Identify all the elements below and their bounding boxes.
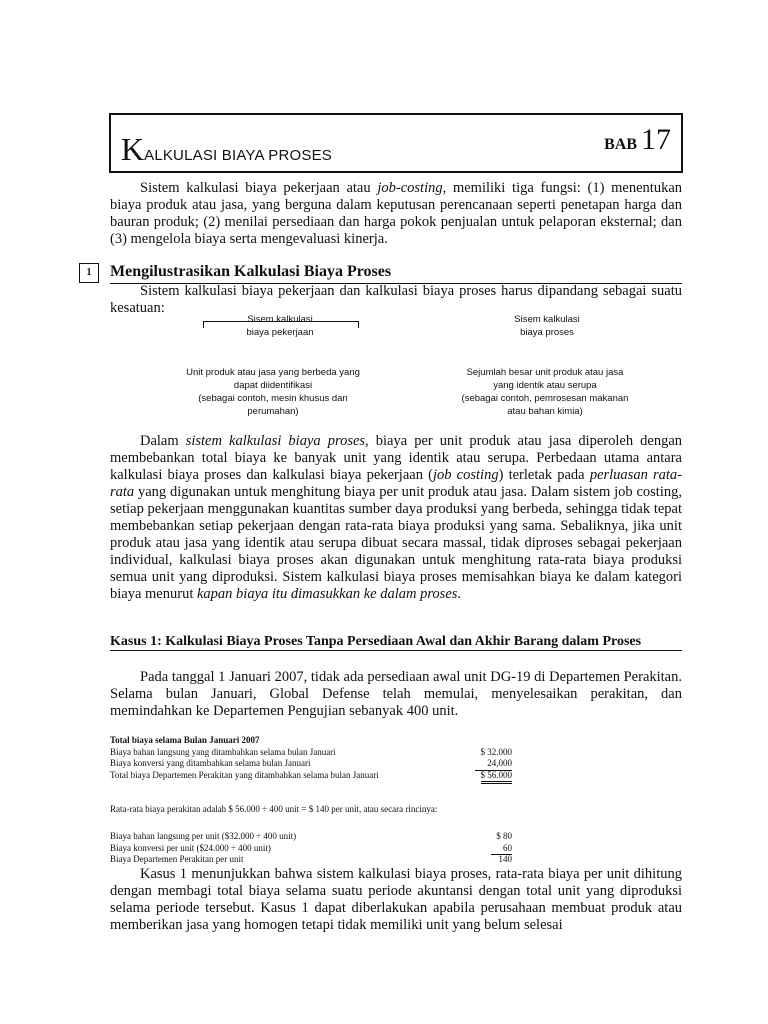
process-costing-paragraph: [110, 433, 682, 603]
cost-table-title: Total biaya selama Bulan Januari 2007: [110, 735, 260, 745]
chapter-title-rest: ALKULASI BIAYA PROSES: [144, 147, 333, 164]
table-row-amount: $ 56.000: [481, 770, 513, 785]
para2-italic-d: kapan biaya itu dimasukkan ke dalam proses: [196, 586, 458, 602]
diagram-left-desc-line: Unit produk atau jasa yang berbeda yang: [186, 367, 360, 378]
section-heading: Mengilustrasikan Kalkulasi Biaya Proses: [110, 262, 682, 284]
table-row-label: Biaya konversi yang ditambahkan selama bulan Januari: [110, 758, 311, 768]
average-cost-note: Rata-rata biaya perakitan adalah $ 56.000 ÷ 400 unit = $ 140 per unit, atau secara rincinya:: [110, 804, 438, 814]
para2-text-e: .: [457, 586, 462, 602]
diagram-right-desc-line: Sejumlah besar unit produk atau jasa: [466, 367, 624, 378]
intro-paragraph: [110, 180, 682, 248]
table-row-label: Biaya konversi per unit ($24.000 ÷ 400 unit): [110, 842, 271, 853]
intro-text-2: , memiliki tiga fungsi: (1) menentukan biaya produk atau jasa, yang berguna dalam keputusan perencanaan seperti penetapan harga dan bauran produk; (2) menilai persediaan dan harga pokok penjualan untuk pelaporan eksternal; dan (3) mengelola biaya serta mengevaluasi kinerja.: [110, 180, 683, 247]
diagram-right-desc-line: (sebagai contoh, pemrosesan makanan: [461, 393, 629, 404]
table-row-label: Biaya bahan langsung per unit ($32.000 ÷ 400 unit): [110, 831, 297, 841]
diagram-right-title-line2: biaya proses: [520, 327, 574, 338]
table-row-label: Total biaya Departemen Perakitan yang ditambahkan selama bulan Januari: [110, 769, 379, 780]
chapter-bab: BAB: [604, 136, 637, 153]
diagram-right-desc: [435, 366, 655, 418]
closing-paragraph: Kasus 1 menunjukkan bahwa sistem kalkulasi biaya proses, rata-rata biaya per unit dihitung dengan membagi total biaya selama suatu periode akuntansi dengan total unit yang diproduksi selama periode tersebut. Kasus 1 dapat diberlakukan apabila perusahaan membuat produk atau memberikan jasa yang homogen tetapi tidak memiliki unit yang belum selesai: [110, 866, 682, 933]
para2-text-d: yang digunakan untuk menghitung biaya per unit produk atau jasa. Dalam sistem job costing, setiap pekerjaan menggunakan kuantitas sumber daya produksi yang berbeda, sehingga tidak tepat membebankan setiap pekerjaan dengan rata-rata biaya produksi yang sama. Sebaliknya, jika unit produk atau jasa yang identik atau serupa dibuat secara massal, tidak diproses sebagai pekerjaan individual, kalkulasi biaya proses akan digunakan untuk menghitung rata-rata biaya produksi semua unit yang diproduksi. Sistem kalkulasi biaya proses memisahkan biaya ke dalam kategori biaya menurut: [110, 484, 682, 602]
diagram-left-desc-line: dapat diidentifikasi: [233, 380, 313, 391]
diagram-left-title-line1: Sisem kalkulasi: [247, 314, 313, 325]
table-row: [110, 747, 512, 759]
table-row: [110, 770, 512, 782]
table-row: [110, 843, 512, 855]
para2-italic-c: perluasan rata-rata: [110, 467, 682, 500]
unit-cost-table: [110, 831, 512, 866]
table-row-amount: 24,000: [475, 758, 512, 771]
case-heading: Kasus 1: Kalkulasi Biaya Proses Tanpa Persediaan Awal dan Akhir Barang dalam Proses: [110, 633, 682, 651]
section-intro-text: Sistem kalkulasi biaya pekerjaan dan kalkulasi biaya proses harus dipandang sebagai suatu kesatuan:: [110, 283, 682, 316]
diagram-left-desc-line: perumahan): [247, 406, 299, 417]
table-row: [110, 831, 512, 843]
table-row: [110, 854, 512, 866]
para2-italic-b: job costing: [432, 467, 499, 483]
chapter-title: [121, 133, 332, 165]
para2-text-a: Dalam: [140, 433, 186, 449]
para2-text-b: , biaya per unit produk atau jasa diperoleh dengan membebankan total biaya ke banyak unit yang identik atau serupa. Perbedaan utama antara kalkulasi biaya proses dan kalkulasi biaya pekerjaan (: [110, 433, 683, 483]
cost-table: [110, 735, 512, 781]
diagram-bracket: [203, 321, 359, 328]
diagram-right-desc-line: atau bahan kimia): [507, 406, 583, 417]
diagram-left-desc-line: (sebagai contoh, mesin khusus dan: [198, 393, 348, 404]
table-row: [110, 758, 512, 770]
case-paragraph: Pada tanggal 1 Januari 2007, tidak ada persediaan awal unit DG-19 di Departemen Perakitan. Selama bulan Januari, Global Defense telah memulai, menyelesaikan perakitan, dan memindahkan ke Departemen Pengujian sebanyak 400 unit.: [110, 669, 682, 719]
table-row-amount: $ 80: [496, 831, 512, 841]
chapter-label: [604, 125, 671, 155]
para2-text-c: ) terletak pada: [498, 467, 590, 483]
chapter-number: 17: [641, 123, 671, 156]
table-row-amount: 60: [491, 843, 512, 856]
diagram-left-desc: [163, 366, 383, 418]
table-row-label: Biaya Departemen Perakitan per unit: [110, 854, 244, 864]
diagram-right-desc-line: yang identik atau serupa: [493, 380, 597, 391]
table-row-label: Biaya bahan langsung yang ditambahkan selama bulan Januari: [110, 746, 336, 757]
table-row-amount: $ 32.000: [480, 746, 512, 757]
diagram-right-title-line1: Sisem kalkulasi: [514, 314, 580, 325]
chapter-title-initial: K: [121, 131, 145, 167]
diagram-left-title-line2: biaya pekerjaan: [246, 327, 314, 338]
table-row-amount: 140: [498, 854, 512, 864]
intro-text-1: Sistem kalkulasi biaya pekerjaan atau: [140, 180, 378, 196]
intro-italic: job-costing: [377, 180, 443, 196]
section-number-badge: 1: [79, 263, 99, 283]
diagram-right-title: [447, 313, 647, 339]
para2-italic-a: sistem kalkulasi biaya proses: [185, 433, 366, 449]
chapter-title-box: [109, 113, 683, 173]
